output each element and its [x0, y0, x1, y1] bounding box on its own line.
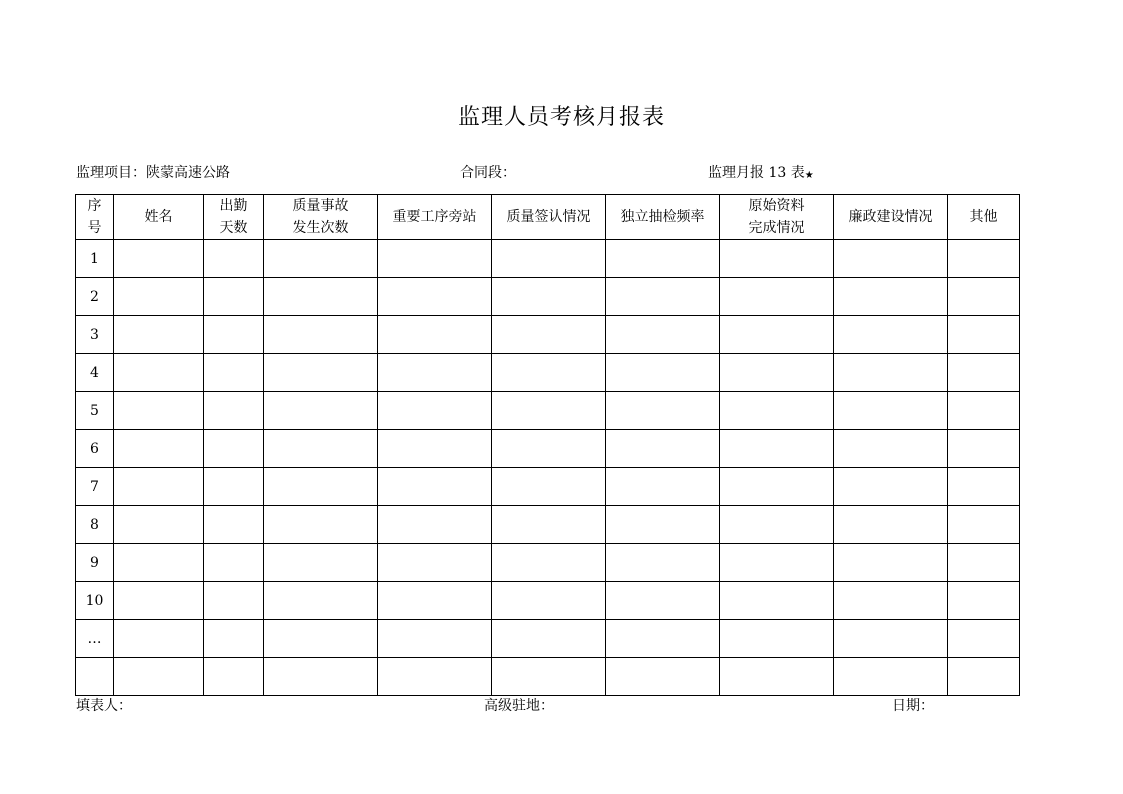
table-cell[interactable]: [378, 544, 492, 582]
column-header-line: 完成情况: [748, 220, 805, 236]
table-row: [76, 544, 1020, 582]
table-row: [76, 468, 1020, 506]
column-header: [264, 195, 378, 240]
table-cell[interactable]: [114, 392, 204, 430]
contract-label: 合同段：: [460, 165, 516, 181]
table-cell[interactable]: [492, 506, 606, 544]
table-cell[interactable]: [204, 278, 264, 316]
column-header-line: 发生次数: [292, 220, 349, 236]
table-cell[interactable]: [720, 506, 834, 544]
column-header-line: 原始资料: [748, 198, 805, 214]
table-cell[interactable]: [606, 506, 720, 544]
table-cell[interactable]: [720, 316, 834, 354]
table-cell[interactable]: [204, 658, 264, 696]
table-row: [76, 278, 1020, 316]
project-label: 监理项目：陕蒙高速公路: [76, 165, 230, 181]
table-cell[interactable]: [834, 658, 948, 696]
filler-label: 填表人：: [76, 698, 132, 714]
table-cell[interactable]: [948, 316, 1020, 354]
resident-label: 高级驻地：: [484, 698, 554, 714]
table-cell[interactable]: [492, 430, 606, 468]
table-cell[interactable]: [264, 468, 378, 506]
table-cell[interactable]: [948, 544, 1020, 582]
table-row: [76, 620, 1020, 658]
table-cell[interactable]: [492, 316, 606, 354]
table-cell[interactable]: [948, 620, 1020, 658]
table-cell[interactable]: [948, 240, 1020, 278]
column-header-line: 其他: [969, 209, 998, 225]
report-number-text: 监理月报 13 表: [708, 165, 805, 181]
assessment-table: [75, 194, 1020, 696]
table-cell[interactable]: [606, 544, 720, 582]
table-row: [76, 392, 1020, 430]
table-cell[interactable]: [606, 658, 720, 696]
column-header-line: 廉政建设情况: [848, 209, 933, 225]
table-cell[interactable]: [492, 620, 606, 658]
column-header-line: 出勤: [219, 198, 248, 214]
table-cell[interactable]: [492, 582, 606, 620]
table-cell[interactable]: [834, 468, 948, 506]
column-header: [114, 195, 204, 240]
table-cell[interactable]: [720, 354, 834, 392]
row-number-cell: 5: [76, 392, 114, 430]
table-cell[interactable]: [204, 430, 264, 468]
report-number: [708, 162, 814, 182]
table-cell[interactable]: [114, 240, 204, 278]
column-header: [76, 195, 114, 240]
table-cell[interactable]: [492, 544, 606, 582]
table-cell[interactable]: [948, 582, 1020, 620]
table-cell[interactable]: [720, 240, 834, 278]
table-cell[interactable]: [204, 468, 264, 506]
table-cell[interactable]: [948, 430, 1020, 468]
column-header: [204, 195, 264, 240]
column-header-line: 独立抽检频率: [620, 209, 705, 225]
table-cell[interactable]: [264, 620, 378, 658]
table-cell[interactable]: [606, 316, 720, 354]
table-cell[interactable]: [834, 278, 948, 316]
table-cell[interactable]: [378, 430, 492, 468]
column-header-line: 质量事故: [292, 198, 349, 214]
row-number-cell: 4: [76, 354, 114, 392]
table-cell[interactable]: [834, 316, 948, 354]
column-header-line: 号: [87, 220, 102, 236]
row-number-cell: 6: [76, 430, 114, 468]
table-cell[interactable]: [834, 392, 948, 430]
table-cell[interactable]: [264, 316, 378, 354]
table-cell[interactable]: [948, 392, 1020, 430]
table-cell[interactable]: [834, 240, 948, 278]
table-cell[interactable]: [834, 430, 948, 468]
table-cell[interactable]: [378, 354, 492, 392]
table-cell[interactable]: [264, 430, 378, 468]
table-cell[interactable]: [834, 544, 948, 582]
row-number-cell: …: [76, 620, 114, 658]
column-header-line: 序: [87, 198, 102, 214]
table-cell[interactable]: [720, 278, 834, 316]
row-number-cell: 8: [76, 506, 114, 544]
table-cell[interactable]: [378, 658, 492, 696]
table-cell[interactable]: [264, 582, 378, 620]
table-cell[interactable]: [114, 658, 204, 696]
table-cell[interactable]: [264, 240, 378, 278]
table-cell[interactable]: [492, 392, 606, 430]
table-cell[interactable]: [606, 354, 720, 392]
table-cell[interactable]: [720, 620, 834, 658]
table-cell[interactable]: [492, 240, 606, 278]
column-header-line: 质量签认情况: [506, 209, 591, 225]
table-cell[interactable]: [264, 392, 378, 430]
table-cell[interactable]: [204, 316, 264, 354]
table-cell[interactable]: [606, 430, 720, 468]
row-number-cell: 10: [76, 582, 114, 620]
table-row: [76, 582, 1020, 620]
table-cell[interactable]: [720, 658, 834, 696]
table-cell[interactable]: [948, 278, 1020, 316]
page-title: 监理人员考核月报表: [457, 105, 665, 130]
table-cell[interactable]: [204, 506, 264, 544]
table-cell[interactable]: [378, 582, 492, 620]
column-header-line: 天数: [219, 220, 248, 236]
table-cell[interactable]: [204, 392, 264, 430]
table-cell[interactable]: [204, 354, 264, 392]
column-header: [606, 195, 720, 240]
table-cell[interactable]: [492, 468, 606, 506]
table-cell[interactable]: [114, 620, 204, 658]
table-cell[interactable]: [492, 658, 606, 696]
table-cell[interactable]: [264, 658, 378, 696]
table-cell[interactable]: [204, 582, 264, 620]
table-cell[interactable]: [948, 506, 1020, 544]
table-cell[interactable]: [114, 506, 204, 544]
table-cell[interactable]: [378, 392, 492, 430]
table-cell[interactable]: [114, 316, 204, 354]
row-number-cell: [76, 658, 114, 696]
row-number-cell: 1: [76, 240, 114, 278]
table-cell[interactable]: [378, 316, 492, 354]
table-cell[interactable]: [948, 658, 1020, 696]
column-header: [492, 195, 606, 240]
table-cell[interactable]: [834, 506, 948, 544]
table-cell[interactable]: [204, 544, 264, 582]
table-cell[interactable]: [720, 582, 834, 620]
table-cell[interactable]: [378, 620, 492, 658]
table-row: [76, 316, 1020, 354]
table-row: [76, 658, 1020, 696]
table-cell[interactable]: [264, 544, 378, 582]
table-cell[interactable]: [114, 430, 204, 468]
table-row: [76, 240, 1020, 278]
table-cell[interactable]: [204, 240, 264, 278]
column-header: [948, 195, 1020, 240]
table-cell[interactable]: [378, 506, 492, 544]
table-cell[interactable]: [114, 582, 204, 620]
row-number-cell: 3: [76, 316, 114, 354]
column-header-line: 姓名: [144, 209, 173, 225]
table-cell[interactable]: [264, 354, 378, 392]
table-cell[interactable]: [606, 278, 720, 316]
table-cell[interactable]: [606, 620, 720, 658]
table-cell[interactable]: [720, 544, 834, 582]
table-cell[interactable]: [204, 620, 264, 658]
table-cell[interactable]: [114, 278, 204, 316]
date-label: 日期：: [892, 698, 934, 714]
table-cell[interactable]: [114, 354, 204, 392]
table-cell[interactable]: [492, 278, 606, 316]
table-row: [76, 354, 1020, 392]
column-header: [378, 195, 492, 240]
table-cell[interactable]: [606, 392, 720, 430]
table-cell[interactable]: [834, 620, 948, 658]
table-cell[interactable]: [378, 278, 492, 316]
table-cell[interactable]: [606, 240, 720, 278]
table-header-row: [76, 195, 1020, 240]
column-header: [720, 195, 834, 240]
table-body: [76, 240, 1020, 696]
table-cell[interactable]: [606, 468, 720, 506]
table-cell[interactable]: [948, 354, 1020, 392]
table-cell[interactable]: [114, 468, 204, 506]
table-cell[interactable]: [378, 468, 492, 506]
table-cell[interactable]: [948, 468, 1020, 506]
table-row: [76, 506, 1020, 544]
table-cell[interactable]: [492, 354, 606, 392]
column-header-line: 重要工序旁站: [392, 209, 477, 225]
table-cell[interactable]: [378, 240, 492, 278]
row-number-cell: 9: [76, 544, 114, 582]
table-cell[interactable]: [834, 354, 948, 392]
table-cell[interactable]: [606, 582, 720, 620]
row-number-cell: 7: [76, 468, 114, 506]
column-header: [834, 195, 948, 240]
table-cell[interactable]: [264, 506, 378, 544]
table-row: [76, 430, 1020, 468]
table-cell[interactable]: [720, 468, 834, 506]
table-cell[interactable]: [114, 544, 204, 582]
table-cell[interactable]: [834, 582, 948, 620]
table-cell[interactable]: [720, 392, 834, 430]
row-number-cell: 2: [76, 278, 114, 316]
star-icon: ★: [804, 170, 814, 181]
table-cell[interactable]: [264, 278, 378, 316]
table-cell[interactable]: [720, 430, 834, 468]
